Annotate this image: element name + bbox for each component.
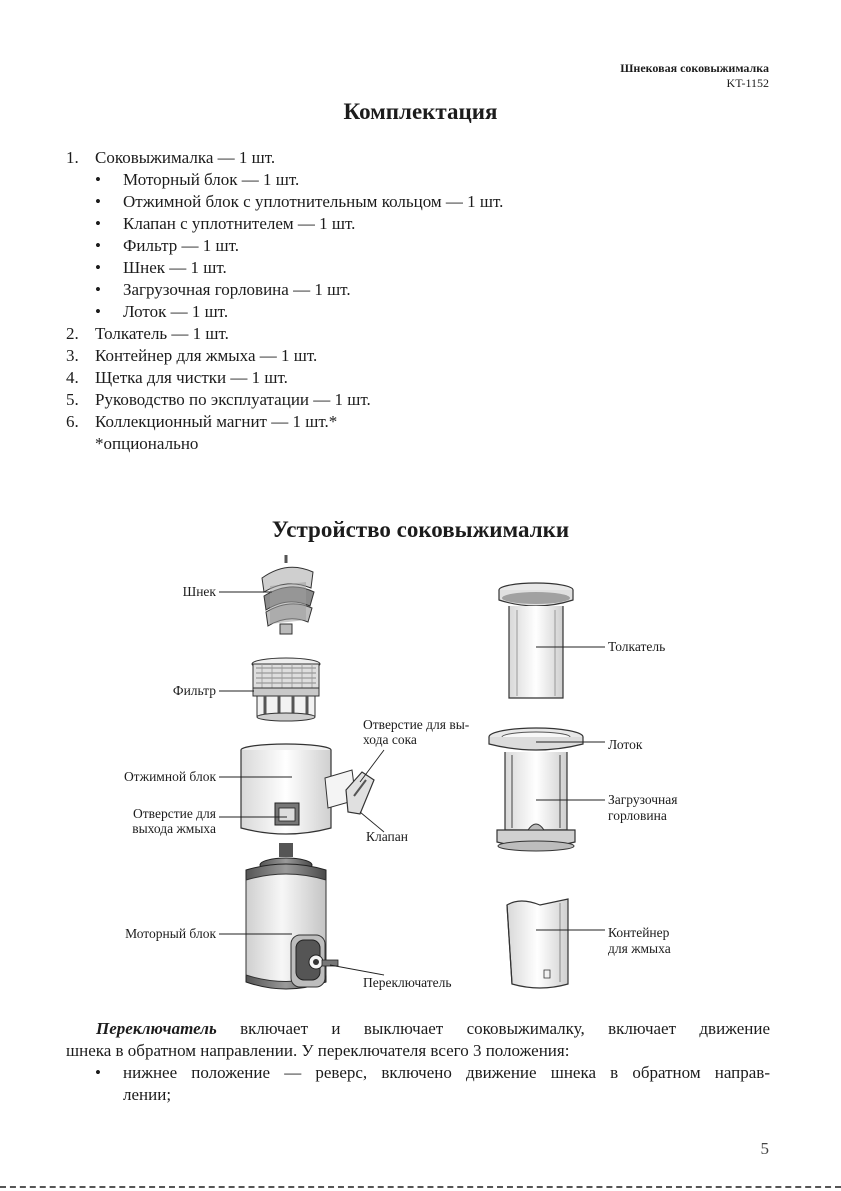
list-item: 3. Контейнер для жмыха — 1 шт. — [66, 346, 318, 365]
page-edge-divider — [0, 1186, 841, 1188]
list-item: • Лоток — 1 шт. — [95, 302, 229, 321]
label-valve: Клапан — [366, 829, 408, 844]
label-juice-outlet-line1: Отверстие для вы- — [363, 717, 470, 732]
pusher-illustration — [499, 583, 573, 698]
document-title: Шнековая соковыжималка — [620, 61, 769, 75]
list-item: 2. Толкатель — 1 шт. — [66, 324, 229, 343]
list-item: • Клапан с уплотнителем — 1 шт. — [95, 214, 356, 233]
section-title-device: Устройство соковыжималки — [271, 517, 570, 542]
press-block-illustration — [241, 744, 356, 834]
label-switch: Переключатель — [363, 975, 452, 990]
label-pulp-outlet-line1: Отверстие для — [133, 806, 216, 821]
label-pulp-container-line2: для жмыха — [608, 941, 671, 956]
label-juice-outlet-line2: хода сока — [363, 732, 417, 747]
footnote: *опционально — [95, 434, 199, 453]
label-pulp-container-line1: Контейнер — [608, 925, 670, 940]
list-item: 6. Коллекционный магнит — 1 шт.* — [66, 412, 338, 431]
label-chute-line1: Загрузочная — [608, 792, 678, 807]
auger-illustration — [262, 555, 314, 634]
model-number: KT-1152 — [726, 76, 769, 90]
label-chute-line2: горловина — [608, 808, 667, 823]
list-item: • Моторный блок — 1 шт. — [95, 170, 300, 189]
filter-illustration — [252, 658, 320, 721]
label-pulp-outlet-line2: выхода жмыха — [132, 821, 216, 836]
paragraph-switch-line2: шнека в обратном направлении. У переключателя всего 3 положения: — [66, 1041, 570, 1060]
tray-illustration — [489, 728, 583, 750]
list-item: • Отжимной блок с уплотнительным кольцом — 1 шт. — [95, 192, 504, 211]
label-press-block: Отжимной блок — [123, 769, 216, 784]
paragraph-switch-line1: Переключатель включает и выключает соковыжималку, включает движение — [96, 1019, 770, 1038]
page-number: 5 — [760, 1139, 769, 1158]
list-item: • Загрузочная горловина — 1 шт. — [95, 280, 351, 299]
list-item: 1. Соковыжималка — 1 шт. — [66, 148, 276, 167]
label-auger: Шнек — [182, 584, 216, 599]
label-motor-block: Моторный блок — [125, 926, 216, 941]
list-item: 5. Руководство по эксплуатации — 1 шт. — [66, 390, 371, 409]
chute-illustration — [497, 752, 575, 851]
bullet-item-line1: • нижнее положение — реверс, включено движение шнека в обратном направ- — [95, 1063, 770, 1082]
label-tray: Лоток — [608, 737, 643, 752]
list-item: • Шнек — 1 шт. — [95, 258, 227, 277]
bullet-item-line2: лении; — [123, 1085, 172, 1104]
motor-block-illustration — [246, 843, 338, 989]
section-title-contents: Комплектация — [343, 99, 498, 124]
label-filter: Фильтр — [172, 683, 216, 698]
list-item: 4. Щетка для чистки — 1 шт. — [66, 368, 288, 387]
list-item: • Фильтр — 1 шт. — [95, 236, 239, 255]
label-pusher: Толкатель — [608, 639, 666, 654]
pulp-container-illustration — [507, 899, 568, 988]
